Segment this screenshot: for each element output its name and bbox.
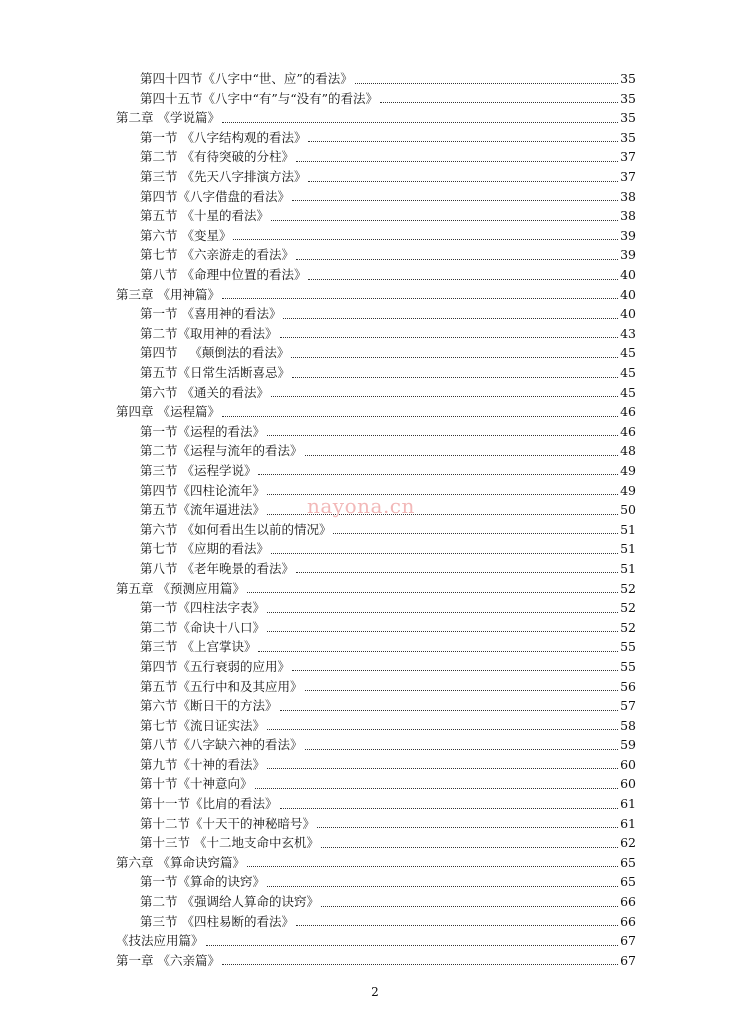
toc-entry-page: 48: [620, 443, 636, 459]
toc-entry-title: 第五节《五行中和及其应用》: [140, 678, 303, 694]
toc-entry-page: 65: [620, 874, 636, 890]
toc-entry-page: 38: [620, 208, 636, 224]
toc-part-entry[interactable]: [0, 930, 750, 950]
toc-section-entry[interactable]: [0, 695, 750, 715]
toc-section-entry[interactable]: [0, 342, 750, 362]
toc-entry-title: 第一节《算命的诀窍》: [140, 874, 266, 890]
dot-leader: [206, 945, 618, 946]
toc-entry-page: 62: [620, 835, 636, 851]
toc-entry-page: 58: [620, 717, 636, 733]
toc-chapter-entry[interactable]: [0, 950, 750, 970]
toc-section-entry[interactable]: [0, 382, 750, 402]
toc-chapter-entry[interactable]: [0, 852, 750, 872]
toc-entry-title: 第二节《命诀十八口》: [140, 619, 266, 635]
toc-entry-page: 46: [620, 423, 636, 439]
toc-entry-title: 第七节《流日证实法》: [140, 717, 266, 733]
toc-entry-page: 50: [620, 502, 636, 518]
toc-entry-title: 第四节《八字借盘的看法》: [140, 188, 291, 204]
toc-entry-title: 第四十四节《八字中“世、应”的看法》: [140, 71, 353, 87]
dot-leader: [308, 141, 618, 142]
toc-entry-page: 39: [620, 247, 636, 263]
toc-entry-title: 第八节 《命理中位置的看法》: [140, 267, 307, 283]
toc-entry-title: 第十三节 《十二地支命中玄机》: [140, 835, 319, 851]
toc-entry-title: 第五节《日常生活断喜忌》: [140, 365, 291, 380]
toc-section-entry[interactable]: [0, 793, 750, 813]
toc-entry-page: 38: [620, 188, 636, 204]
toc-entry-title: 第二节《运程与流年的看法》: [140, 443, 303, 459]
toc-entry-title: 第六节 《变星》: [140, 227, 232, 243]
toc-entry-title: 第六节 《如何看出生以前的情况》: [140, 521, 332, 537]
table-of-contents: [0, 68, 750, 969]
toc-entry-page: 51: [620, 560, 636, 576]
toc-section-entry[interactable]: [0, 715, 750, 735]
toc-entry-page: 57: [620, 698, 636, 714]
toc-section-entry[interactable]: [0, 734, 750, 754]
toc-entry-page: 55: [620, 658, 636, 674]
toc-section-entry[interactable]: [0, 186, 750, 206]
toc-entry-title: 第三节 《四柱易断的看法》: [140, 913, 294, 929]
toc-entry-page: 49: [620, 462, 636, 478]
toc-entry-title: 第四节《四柱论流年》: [140, 482, 266, 498]
toc-section-entry[interactable]: [0, 813, 750, 833]
toc-section-entry[interactable]: [0, 323, 750, 343]
toc-entry-title: 第六章 《算命诀窍篇》: [116, 854, 245, 870]
dot-leader: [280, 710, 618, 711]
toc-section-entry[interactable]: [0, 754, 750, 774]
dot-leader: [317, 827, 618, 828]
toc-entry-page: 40: [620, 286, 636, 302]
dot-leader: [296, 572, 618, 573]
dot-leader: [258, 651, 618, 652]
dot-leader: [271, 553, 618, 554]
toc-entry-title: 第十二节《十天干的神秘暗号》: [140, 815, 316, 831]
toc-entry-page: 56: [620, 678, 636, 694]
toc-entry-page: 51: [620, 521, 636, 537]
dot-leader: [267, 612, 618, 613]
dot-leader: [291, 357, 618, 358]
toc-section-entry[interactable]: [0, 303, 750, 323]
watermark: nayona.cn: [307, 494, 415, 518]
toc-entry-page: 60: [620, 776, 636, 792]
toc-entry-page: 67: [620, 933, 636, 949]
dot-leader: [333, 533, 618, 534]
dot-leader: [296, 259, 618, 260]
toc-entry-page: 66: [620, 913, 636, 929]
toc-entry-page: 43: [620, 325, 636, 341]
toc-entry-title: 第五节《流年逼进法》: [140, 502, 266, 518]
dot-leader: [267, 729, 618, 730]
toc-entry-title: 第四节《五行衰弱的应用》: [140, 658, 291, 674]
toc-section-entry[interactable]: [0, 597, 750, 617]
toc-entry-title: 第三节 《上宫掌诀》: [140, 639, 257, 655]
toc-entry-page: 45: [620, 384, 636, 400]
toc-entry-title: 第二节 《有待突破的分柱》: [140, 149, 294, 165]
toc-entry-title: 第一节 《喜用神的看法》: [140, 306, 282, 322]
dot-leader: [283, 318, 618, 319]
toc-entry-page: 52: [620, 580, 636, 596]
toc-section-entry[interactable]: [0, 127, 750, 147]
dot-leader: [258, 474, 618, 475]
dot-leader: [233, 239, 618, 240]
toc-entry-page: 61: [620, 796, 636, 812]
toc-entry-title: 第三节 《先天八字排演方法》: [140, 169, 307, 185]
toc-entry-page: 65: [620, 854, 636, 870]
toc-section-entry[interactable]: [0, 617, 750, 637]
toc-section-entry[interactable]: [0, 519, 750, 539]
toc-entry-title: 第二节《取用神的看法》: [140, 325, 278, 341]
toc-section-entry[interactable]: [0, 538, 750, 558]
dot-leader: [267, 886, 618, 887]
dot-leader: [222, 964, 618, 965]
toc-section-entry[interactable]: [0, 264, 750, 284]
toc-section-entry[interactable]: [0, 656, 750, 676]
toc-section-entry[interactable]: [0, 225, 750, 245]
toc-section-entry[interactable]: [0, 244, 750, 264]
toc-entry-title: 第五章 《预测应用篇》: [116, 580, 245, 596]
toc-entry-title: 第六节 《通关的看法》: [140, 384, 269, 400]
toc-entry-title: 第二节 《强调给人算命的诀窍》: [140, 894, 319, 910]
toc-entry-page: 51: [620, 541, 636, 557]
dot-leader: [305, 455, 618, 456]
dot-leader: [222, 416, 618, 417]
dot-leader: [355, 83, 618, 84]
toc-entry-title: 第七节 《应期的看法》: [140, 541, 269, 557]
dot-leader: [321, 847, 618, 848]
toc-entry-page: 52: [620, 619, 636, 635]
toc-section-entry[interactable]: [0, 636, 750, 656]
toc-entry-page: 39: [620, 227, 636, 243]
toc-section-entry[interactable]: [0, 146, 750, 166]
toc-entry-title: 第十一节《比肩的看法》: [140, 796, 278, 812]
toc-entry-page: 52: [620, 600, 636, 616]
toc-chapter-entry[interactable]: [0, 107, 750, 127]
toc-section-entry[interactable]: [0, 421, 750, 441]
toc-entry-title: 第六节《断日干的方法》: [140, 698, 278, 714]
toc-entry-title: 第八节《八字缺六神的看法》: [140, 737, 303, 753]
toc-entry-page: 40: [620, 267, 636, 283]
dot-leader: [296, 161, 618, 162]
toc-entry-title: 第一节《四柱法字表》: [140, 600, 266, 616]
dot-leader: [308, 279, 618, 280]
toc-entry-page: 46: [620, 404, 636, 420]
toc-entry-page: 35: [620, 71, 636, 87]
dot-leader: [292, 200, 618, 201]
dot-leader: [247, 592, 618, 593]
dot-leader: [271, 396, 618, 397]
toc-entry-title: 第四章 《运程篇》: [116, 404, 220, 420]
dot-leader: [321, 906, 618, 907]
dot-leader: [247, 866, 618, 867]
dot-leader: [267, 768, 618, 769]
page-number: 2: [371, 985, 379, 999]
dot-leader: [222, 298, 618, 299]
toc-entry-page: 55: [620, 639, 636, 655]
toc-entry-title: 第二章 《学说篇》: [116, 110, 220, 126]
toc-entry-title: 第一章 《六亲篇》: [116, 952, 220, 968]
dot-leader: [308, 181, 618, 182]
toc-entry-page: 37: [620, 169, 636, 185]
toc-entry-page: 66: [620, 894, 636, 910]
toc-entry-title: 第九节《十神的看法》: [140, 756, 266, 772]
toc-entry-page: 45: [620, 345, 636, 361]
toc-entry-title: 第一节 《八字结构观的看法》: [140, 129, 307, 145]
toc-entry-title: 第四十五节《八字中“有”与“没有”的看法》: [140, 90, 379, 106]
dot-leader: [305, 749, 618, 750]
toc-entry-page: 49: [620, 482, 636, 498]
toc-section-entry[interactable]: [0, 205, 750, 225]
toc-entry-page: 45: [620, 365, 636, 380]
dot-leader: [255, 788, 618, 789]
dot-leader: [222, 122, 618, 123]
toc-entry-title: 第七节 《六亲游走的看法》: [140, 247, 294, 263]
dot-leader: [380, 102, 618, 103]
toc-section-entry[interactable]: [0, 558, 750, 578]
toc-section-entry[interactable]: [0, 440, 750, 460]
dot-leader: [271, 220, 618, 221]
toc-section-entry[interactable]: [0, 773, 750, 793]
toc-section-entry[interactable]: [0, 832, 750, 852]
toc-entry-page: 35: [620, 110, 636, 126]
toc-entry-title: 第五节 《十星的看法》: [140, 208, 269, 224]
dot-leader: [292, 670, 618, 671]
dot-leader: [292, 377, 618, 378]
dot-leader: [280, 808, 618, 809]
toc-chapter-entry[interactable]: [0, 284, 750, 304]
toc-entry-title: 第三章 《用神篇》: [116, 286, 220, 302]
toc-entry-title: 第八节 《老年晚景的看法》: [140, 560, 294, 576]
toc-entry-title: 第四节 《颠倒法的看法》: [140, 345, 290, 361]
toc-section-entry[interactable]: [0, 88, 750, 108]
toc-entry-title: 《技法应用篇》: [116, 933, 204, 949]
toc-entry-page: 59: [620, 737, 636, 753]
toc-section-entry[interactable]: [0, 911, 750, 931]
toc-chapter-entry[interactable]: [0, 401, 750, 421]
dot-leader: [296, 925, 618, 926]
toc-section-entry[interactable]: [0, 362, 750, 382]
dot-leader: [305, 690, 618, 691]
toc-entry-title: 第三节 《运程学说》: [140, 462, 257, 478]
toc-section-entry[interactable]: [0, 891, 750, 911]
toc-entry-page: 60: [620, 756, 636, 772]
toc-entry-page: 37: [620, 149, 636, 165]
dot-leader: [280, 337, 618, 338]
toc-entry-page: 35: [620, 90, 636, 106]
toc-section-entry[interactable]: [0, 68, 750, 88]
toc-section-entry[interactable]: [0, 460, 750, 480]
toc-entry-title: 第一节《运程的看法》: [140, 423, 266, 439]
toc-entry-title: 第十节《十神意向》: [140, 776, 253, 792]
toc-entry-page: 35: [620, 129, 636, 145]
toc-chapter-entry[interactable]: [0, 577, 750, 597]
toc-entry-page: 67: [620, 952, 636, 968]
toc-section-entry[interactable]: [0, 871, 750, 891]
dot-leader: [267, 631, 618, 632]
toc-entry-page: 61: [620, 815, 636, 831]
dot-leader: [267, 435, 618, 436]
toc-section-entry[interactable]: [0, 675, 750, 695]
toc-section-entry[interactable]: [0, 166, 750, 186]
toc-entry-page: 40: [620, 306, 636, 322]
